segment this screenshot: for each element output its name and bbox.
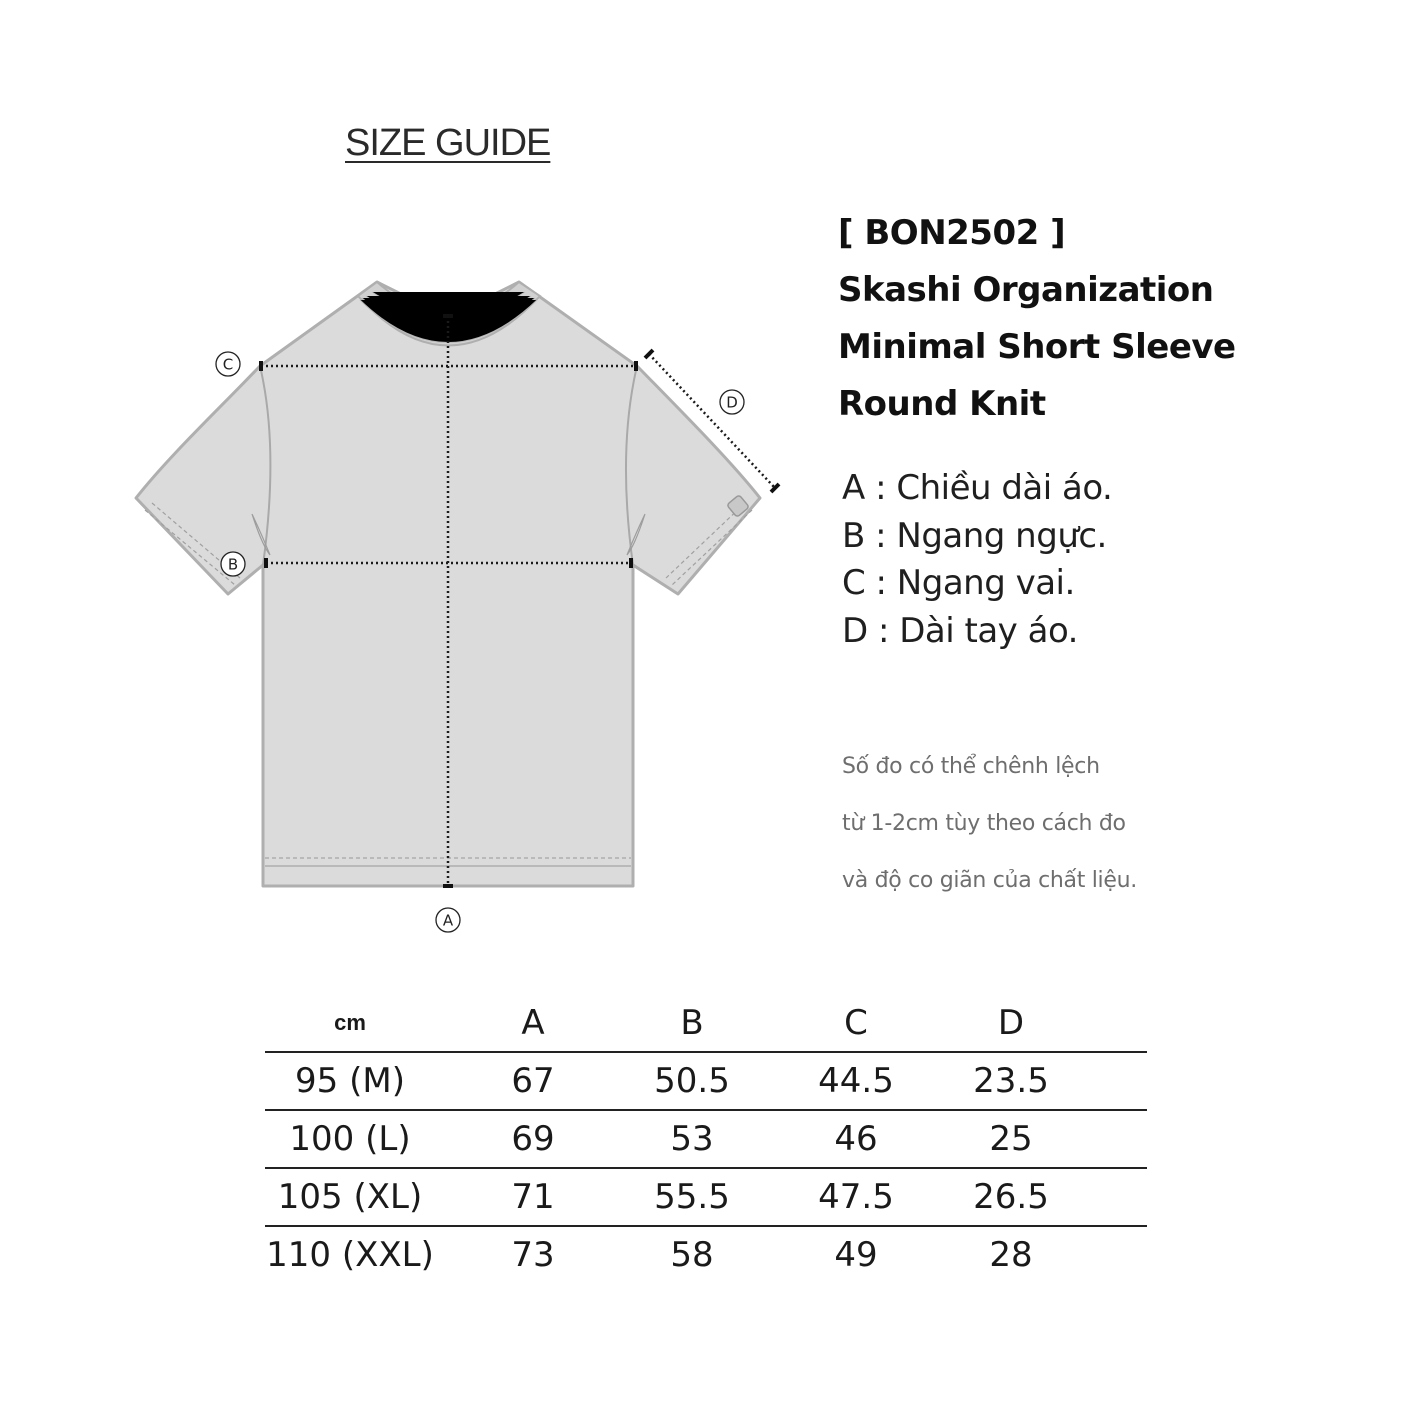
size-cell: 110 (XXL) [266,1235,434,1275]
measurement-legend [842,465,1112,655]
note-line: từ 1-2cm tùy theo cách đo [842,811,1126,836]
label-d-text: D [726,393,738,412]
column-header-d: D [959,995,1063,1052]
legend-item-c: C : Ngang vai. [842,563,1075,603]
spacer-cell [1063,1168,1147,1226]
value-cell: 69 [435,1110,631,1168]
table-row [265,1052,1147,1110]
size-cell: 105 (XL) [265,1168,435,1226]
page-title: SIZE GUIDE [345,122,551,164]
label-b-text: B [227,555,239,574]
value-cell: 71 [435,1168,631,1226]
value-cell: 49 [834,1235,878,1275]
size-cell: 95 (M) [265,1052,435,1110]
value-cell: 47.5 [753,1168,959,1226]
value-cell: 73 [511,1235,555,1275]
value-cell: 25 [959,1110,1063,1168]
spacer-cell [1063,1110,1147,1168]
value-cell: 55.5 [631,1168,753,1226]
table-row [265,1226,1147,1283]
spacer-column [1063,995,1147,1052]
product-name-line-2: Minimal Short Sleeve [838,327,1236,367]
legend-item-b: B : Ngang ngực. [842,515,1107,556]
product-code: [ BON2502 ] [838,213,1066,253]
value-cell: 23.5 [959,1052,1063,1110]
value-cell: 50.5 [631,1052,753,1110]
column-header-b: B [631,995,753,1052]
label-a-text: A [442,911,454,930]
value-cell: 53 [631,1110,753,1168]
table-header-row [265,995,1147,1052]
value-cell: 44.5 [753,1052,959,1110]
value-cell: 67 [435,1052,631,1110]
product-name-line-1: Skashi Organization [838,270,1214,310]
column-header-c: C [753,995,959,1052]
spacer-cell [1063,1052,1147,1110]
unit-header: cm [265,995,435,1052]
product-name-line-3: Round Knit [838,384,1046,424]
size-table [265,995,1147,1283]
column-header-a: A [435,995,631,1052]
value-cell: 46 [753,1110,959,1168]
legend-item-d: D : Dài tay áo. [842,610,1078,651]
value-cell: 28 [989,1235,1033,1275]
label-c-text: C [222,355,234,374]
value-cell: 58 [670,1235,714,1275]
table-row [265,1110,1147,1168]
spacer-cell [1063,1226,1147,1283]
value-cell: 26.5 [959,1168,1063,1226]
table-row [265,1168,1147,1226]
size-cell: 100 (L) [265,1110,435,1168]
measurement-note [842,738,1137,909]
note-line: Số đo có thể chênh lệch [842,754,1100,779]
note-line: và độ co giãn của chất liệu. [842,868,1137,893]
legend-item-a: A : Chiều dài áo. [842,468,1113,508]
product-name [838,205,1236,433]
